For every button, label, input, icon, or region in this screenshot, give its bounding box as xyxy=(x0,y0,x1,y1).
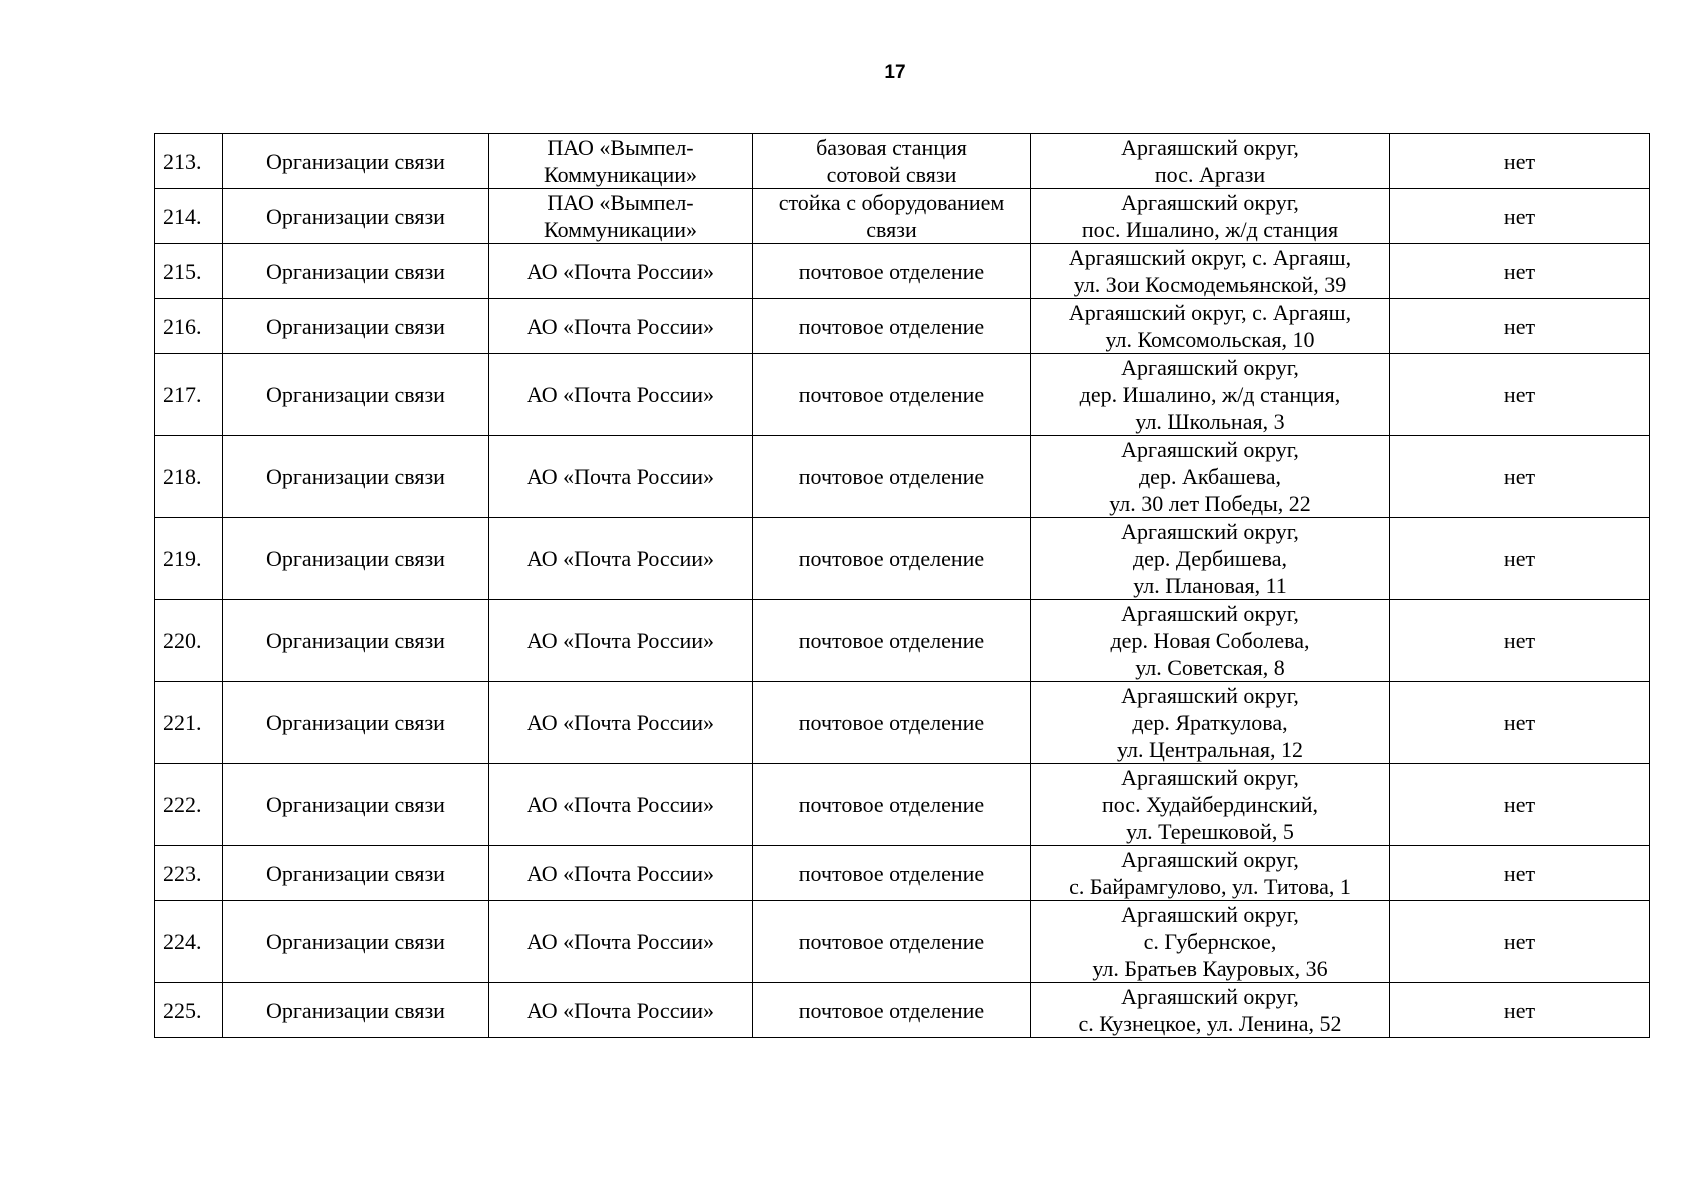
row-category: Организации связи xyxy=(223,901,489,983)
row-organization-line: ПАО «Вымпел- xyxy=(547,135,694,160)
table-row xyxy=(155,244,1650,299)
row-organization xyxy=(489,846,753,901)
row-organization-line: АО «Почта России» xyxy=(526,997,715,1023)
row-object xyxy=(753,846,1031,901)
row-number: 225. xyxy=(155,983,223,1038)
row-organization-line: АО «Почта России» xyxy=(526,792,715,817)
table-row xyxy=(155,189,1650,244)
row-number: 223. xyxy=(155,846,223,901)
row-object-line: стойка с оборудованием xyxy=(778,190,1005,215)
row-number: 215. xyxy=(155,244,223,299)
row-object-line: связи xyxy=(866,217,917,242)
row-object-line: почтовое отделение xyxy=(798,313,985,339)
table-row xyxy=(155,518,1650,600)
row-object xyxy=(753,983,1031,1038)
row-organization xyxy=(489,600,753,682)
table-row xyxy=(155,682,1650,764)
row-address xyxy=(1031,983,1390,1038)
row-object xyxy=(753,518,1031,600)
row-address-line: ул. Зои Космодемьянской, 39 xyxy=(1073,272,1347,297)
row-status: нет xyxy=(1390,600,1650,682)
row-status: нет xyxy=(1390,244,1650,299)
row-object-line: почтовое отделение xyxy=(798,929,985,954)
row-object xyxy=(753,244,1031,299)
row-organization-line: АО «Почта России» xyxy=(526,464,715,489)
row-address xyxy=(1031,299,1390,354)
row-object-line: почтовое отделение xyxy=(798,997,985,1023)
row-category: Организации связи xyxy=(223,846,489,901)
row-address-line: ул. Братьев Кауровых, 36 xyxy=(1092,956,1328,981)
row-object xyxy=(753,600,1031,682)
row-address-line: ул. Советская, 8 xyxy=(1135,655,1285,680)
row-category: Организации связи xyxy=(223,436,489,518)
row-category: Организации связи xyxy=(223,764,489,846)
row-status: нет xyxy=(1390,764,1650,846)
row-address-line: Аргаяшский округ, xyxy=(1121,902,1299,927)
row-address xyxy=(1031,436,1390,518)
row-address xyxy=(1031,134,1390,189)
row-address xyxy=(1031,354,1390,436)
row-object xyxy=(753,189,1031,244)
row-status: нет xyxy=(1390,299,1650,354)
row-address-line: дер. Яраткулова, xyxy=(1132,710,1288,735)
row-address-line: Аргаяшский округ, xyxy=(1121,601,1299,626)
row-address-line: Аргаяшский округ, xyxy=(1121,190,1299,215)
row-object-line: почтовое отделение xyxy=(798,628,985,653)
row-status: нет xyxy=(1390,189,1650,244)
row-object xyxy=(753,901,1031,983)
row-organization-line: АО «Почта России» xyxy=(526,382,715,407)
row-object-line: базовая станция xyxy=(816,135,967,160)
row-status: нет xyxy=(1390,682,1650,764)
row-status: нет xyxy=(1390,518,1650,600)
row-object-line: почтовое отделение xyxy=(798,710,985,735)
row-organization xyxy=(489,436,753,518)
row-status: нет xyxy=(1390,846,1650,901)
row-address-line: ул. 30 лет Победы, 22 xyxy=(1109,491,1311,516)
page-number: 17 xyxy=(884,62,906,83)
row-address xyxy=(1031,901,1390,983)
row-address-line: Аргаяшский округ, с. Аргаяш, xyxy=(1068,300,1352,325)
row-status: нет xyxy=(1390,901,1650,983)
row-address-line: с. Байрамгулово, ул. Титова, 1 xyxy=(1069,874,1351,899)
row-address-line: Аргаяшский округ, xyxy=(1121,847,1299,872)
row-status: нет xyxy=(1390,134,1650,189)
row-category: Организации связи xyxy=(223,682,489,764)
row-number: 217. xyxy=(155,354,223,436)
row-object-line: почтовое отделение xyxy=(798,464,985,489)
table-row xyxy=(155,764,1650,846)
row-object xyxy=(753,134,1031,189)
row-address-line: дер. Ишалино, ж/д станция, xyxy=(1079,382,1341,407)
row-address-line: Аргаяшский округ, xyxy=(1121,683,1299,708)
row-organization xyxy=(489,901,753,983)
row-address-line: ул. Комсомольская, 10 xyxy=(1105,327,1315,352)
row-organization xyxy=(489,682,753,764)
table-row xyxy=(155,983,1650,1038)
table-row xyxy=(155,299,1650,354)
row-object xyxy=(753,299,1031,354)
row-address-line: ул. Центральная, 12 xyxy=(1117,737,1303,762)
row-address-line: ул. Школьная, 3 xyxy=(1135,409,1285,434)
row-number: 220. xyxy=(155,600,223,682)
table-row xyxy=(155,354,1650,436)
row-address-line: с. Кузнецкое, ул. Ленина, 52 xyxy=(1078,1011,1342,1036)
row-address xyxy=(1031,764,1390,846)
row-object-line: почтовое отделение xyxy=(798,792,985,817)
row-organization-line: АО «Почта России» xyxy=(526,546,715,571)
row-address-line: Аргаяшский округ, xyxy=(1121,519,1299,544)
row-organization-line: АО «Почта России» xyxy=(526,929,715,954)
row-address xyxy=(1031,846,1390,901)
row-number: 222. xyxy=(155,764,223,846)
row-object-line: почтовое отделение xyxy=(798,546,985,571)
row-address xyxy=(1031,189,1390,244)
row-status: нет xyxy=(1390,354,1650,436)
row-category: Организации связи xyxy=(223,299,489,354)
row-number: 224. xyxy=(155,901,223,983)
row-organization xyxy=(489,764,753,846)
row-number: 216. xyxy=(155,299,223,354)
row-category: Организации связи xyxy=(223,354,489,436)
table-body xyxy=(155,134,1650,1038)
row-category: Организации связи xyxy=(223,134,489,189)
row-address-line: дер. Дербишева, xyxy=(1132,546,1288,571)
row-category: Организации связи xyxy=(223,189,489,244)
row-status: нет xyxy=(1390,983,1650,1038)
row-object-line: сотовой связи xyxy=(826,162,957,187)
table-row xyxy=(155,846,1650,901)
row-organization xyxy=(489,354,753,436)
row-number: 221. xyxy=(155,682,223,764)
row-organization-line: АО «Почта России» xyxy=(526,628,715,653)
row-object-line: почтовое отделение xyxy=(798,382,985,407)
row-organization-line: Коммуникации» xyxy=(544,162,697,187)
row-object xyxy=(753,354,1031,436)
row-organization-line: АО «Почта России» xyxy=(526,313,715,339)
row-organization-line: АО «Почта России» xyxy=(526,860,715,886)
row-address-line: Аргаяшский округ, xyxy=(1121,355,1299,380)
row-category: Организации связи xyxy=(223,983,489,1038)
row-address xyxy=(1031,518,1390,600)
row-organization xyxy=(489,189,753,244)
row-address-line: Аргаяшский округ, xyxy=(1121,765,1299,790)
row-address-line: Аргаяшский округ, xyxy=(1121,135,1299,160)
row-address-line: пос. Ишалино, ж/д станция xyxy=(1081,217,1339,242)
table-row xyxy=(155,600,1650,682)
table-row xyxy=(155,901,1650,983)
row-address xyxy=(1031,682,1390,764)
row-address-line: Аргаяшский округ, xyxy=(1121,437,1299,462)
row-category: Организации связи xyxy=(223,244,489,299)
row-organization xyxy=(489,134,753,189)
row-address-line: Аргаяшский округ, xyxy=(1121,984,1299,1009)
row-number: 214. xyxy=(155,189,223,244)
row-organization xyxy=(489,983,753,1038)
row-object-line: почтовое отделение xyxy=(798,860,985,886)
row-organization-line: ПАО «Вымпел- xyxy=(547,190,694,215)
row-number: 219. xyxy=(155,518,223,600)
row-organization-line: Коммуникации» xyxy=(544,217,697,242)
registry-table xyxy=(154,133,1650,1038)
row-address xyxy=(1031,600,1390,682)
row-address-line: пос. Худайбердинский, xyxy=(1101,792,1318,817)
row-address-line: ул. Терешковой, 5 xyxy=(1126,819,1294,844)
row-category: Организации связи xyxy=(223,600,489,682)
row-status: нет xyxy=(1390,436,1650,518)
row-address-line: дер. Новая Соболева, xyxy=(1110,628,1310,653)
table-row xyxy=(155,134,1650,189)
row-object xyxy=(753,682,1031,764)
row-organization xyxy=(489,244,753,299)
row-address xyxy=(1031,244,1390,299)
row-organization xyxy=(489,518,753,600)
row-address-line: с. Губернское, xyxy=(1143,929,1277,954)
table-row xyxy=(155,436,1650,518)
row-number: 213. xyxy=(155,134,223,189)
row-category: Организации связи xyxy=(223,518,489,600)
row-address-line: Аргаяшский округ, с. Аргаяш, xyxy=(1068,245,1352,270)
row-organization-line: АО «Почта России» xyxy=(526,710,715,735)
row-organization-line: АО «Почта России» xyxy=(526,258,715,284)
row-address-line: пос. Аргази xyxy=(1154,162,1266,187)
row-address-line: ул. Плановая, 11 xyxy=(1133,573,1287,598)
row-object xyxy=(753,436,1031,518)
row-object xyxy=(753,764,1031,846)
row-organization xyxy=(489,299,753,354)
row-number: 218. xyxy=(155,436,223,518)
row-object-line: почтовое отделение xyxy=(798,258,985,284)
row-address-line: дер. Акбашева, xyxy=(1138,464,1281,489)
